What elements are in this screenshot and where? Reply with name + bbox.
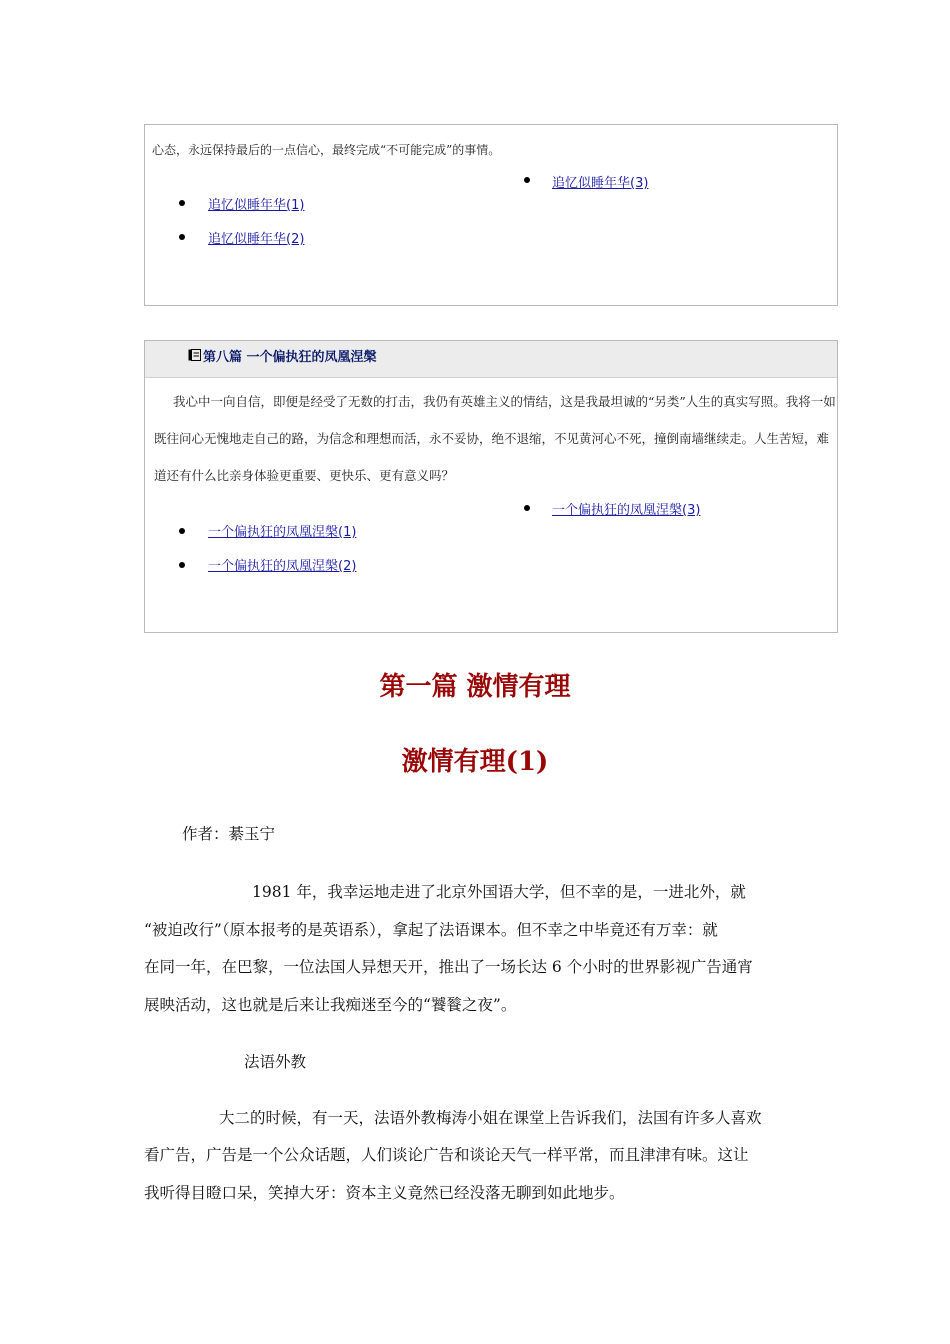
- bullet-icon: [179, 200, 185, 206]
- summary-text: 心态，永远保持最后的一点信心，最终完成“不可能完成”的事情。: [152, 143, 501, 157]
- subheading: 法语外教: [244, 1053, 307, 1071]
- chapter-link[interactable]: 追忆似睡年华(3): [552, 176, 649, 191]
- paragraph-line: “被迫改行”（原本报考的是英语系），拿起了法语课本。但不幸之中毕竟还有万幸：就: [144, 921, 718, 939]
- paragraph-line: 展映活动，这也就是后来让我痴迷至今的“饕餮之夜”。: [144, 996, 517, 1014]
- paragraph-line: 在同一年，在巴黎，一位法国人异想天开，推出了一场长达 6 个小时的世界影视广告通宵: [144, 958, 753, 976]
- section-header: [145, 341, 837, 378]
- chapter-link[interactable]: 一个偏执狂的凤凰涅槃(1): [208, 525, 357, 540]
- paragraph-line: 大二的时候，有一天，法语外教梅涛小姐在课堂上告诉我们，法国有许多人喜欢: [219, 1109, 762, 1127]
- bullet-icon: [524, 177, 530, 183]
- bullet-icon: [179, 234, 185, 240]
- section-title: 激情有理(1): [401, 747, 549, 777]
- chapter-title: 第一篇 激情有理: [379, 672, 571, 702]
- paragraph-line: 1981 年，我幸运地走进了北京外国语大学，但不幸的是，一进北外，就: [252, 883, 746, 901]
- author-line: 作者：綦玉宁: [182, 825, 276, 843]
- paragraph-line: 看广告，广告是一个公众话题，人们谈论广告和谈论天气一样平常，而且津津有味。这让: [144, 1146, 749, 1164]
- paragraph-line: 我听得目瞪口呆，笑掉大牙：资本主义竟然已经没落无聊到如此地步。: [144, 1184, 625, 1202]
- chapter-summary-box: [144, 124, 838, 306]
- bullet-icon: [179, 562, 185, 568]
- book-icon: [188, 349, 201, 361]
- section-title: 第八篇 一个偏执狂的凤凰涅槃: [203, 350, 377, 365]
- chapter-link[interactable]: 追忆似睡年华(2): [208, 232, 305, 247]
- chapter-summary-box: [144, 340, 838, 633]
- summary-paragraph: 我心中一向自信，即便是经受了无数的打击，我仍有英雄主义的情结，这是我最坦诚的“另类”人生的真实写照。我将一如既往问心无愧地走自己的路，为信念和理想而活，永不妥协，绝不退缩，不见黄河心不死，撞倒南墙继续走。人生苦短，难道还有什么比亲身体验更重要、更快乐、更有意义吗？: [154, 394, 836, 483]
- bullet-icon: [179, 528, 185, 534]
- chapter-link[interactable]: 一个偏执狂的凤凰涅槃(3): [552, 503, 701, 518]
- bullet-icon: [524, 505, 530, 511]
- chapter-link[interactable]: 一个偏执狂的凤凰涅槃(2): [208, 559, 357, 574]
- chapter-link[interactable]: 追忆似睡年华(1): [208, 198, 305, 213]
